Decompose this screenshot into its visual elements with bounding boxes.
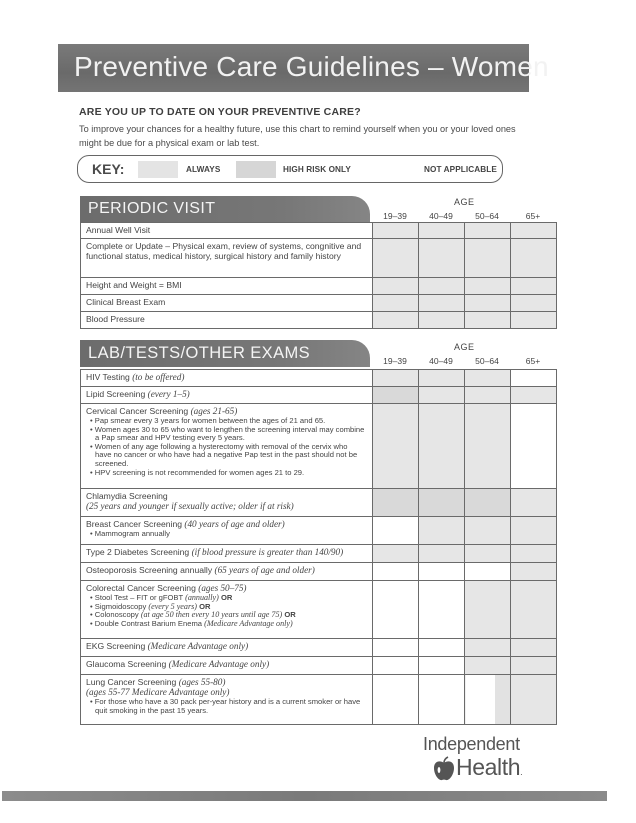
cell-not-applicable bbox=[419, 675, 465, 725]
cell-always bbox=[511, 545, 557, 563]
row-note: (Medicare Advantage only) bbox=[147, 641, 249, 651]
row-note: (every 1–5) bbox=[147, 389, 190, 399]
row-title: Osteoporosis Screening annually bbox=[86, 565, 213, 575]
always-swatch bbox=[138, 161, 178, 178]
table-row bbox=[81, 657, 557, 675]
age-col-65-plus: 65+ bbox=[525, 356, 541, 366]
row-label bbox=[81, 489, 373, 517]
row-label bbox=[81, 639, 373, 657]
key-high-risk-label: HIGH RISK ONLY bbox=[283, 165, 351, 174]
cell-always bbox=[511, 489, 557, 517]
row-note-2: (ages 55-77 Medicare Advantage only) bbox=[86, 687, 230, 697]
cell-always bbox=[511, 239, 557, 278]
row-note: (ages 50–75) bbox=[198, 583, 247, 593]
periodic-visit-header: PERIODIC VISIT bbox=[80, 196, 370, 222]
cell-always bbox=[419, 545, 465, 563]
bullet-item: • Women ages 30 to 65 who want to lengthen the screening interval may combine a Pap smear and HPV testing every 5 years. bbox=[86, 426, 366, 443]
cell-partial-always bbox=[465, 675, 511, 725]
cell-always bbox=[511, 517, 557, 545]
cell-always bbox=[511, 278, 557, 295]
cell-always bbox=[419, 295, 465, 312]
cell-not-applicable bbox=[419, 563, 465, 581]
cell-always bbox=[373, 404, 419, 489]
bullet-list bbox=[86, 698, 366, 715]
cell-not-applicable bbox=[373, 563, 419, 581]
table-row bbox=[81, 370, 557, 387]
table-row bbox=[81, 563, 557, 581]
cell-always bbox=[511, 639, 557, 657]
table-row bbox=[81, 404, 557, 489]
table-row bbox=[81, 639, 557, 657]
row-label bbox=[81, 675, 373, 725]
table-row bbox=[81, 675, 557, 725]
bullet-list bbox=[86, 594, 366, 628]
cell-not-applicable bbox=[373, 657, 419, 675]
row-note: (40 years of age and older) bbox=[184, 519, 285, 529]
row-note: (Medicare Advantage only) bbox=[168, 659, 270, 669]
cell-always bbox=[419, 223, 465, 239]
age-header: AGE bbox=[454, 342, 475, 352]
row-label bbox=[81, 657, 373, 675]
bullet-item: • Sigmoidoscopy (every 5 years) OR bbox=[86, 603, 366, 612]
row-label bbox=[81, 545, 373, 563]
cell-always bbox=[419, 278, 465, 295]
row-title: HIV Testing bbox=[86, 372, 130, 382]
cell-always bbox=[465, 239, 511, 278]
cell-always bbox=[373, 545, 419, 563]
key-label: KEY: bbox=[92, 161, 125, 177]
bullet-list bbox=[86, 417, 366, 477]
table-row bbox=[81, 312, 557, 329]
row-label bbox=[81, 370, 373, 387]
cell-always bbox=[465, 545, 511, 563]
cell-always bbox=[373, 312, 419, 329]
intro-text: To improve your chances for a healthy future, use this chart to remind yourself when you or your loved ones might be due for a physical exam or lab test. bbox=[79, 124, 516, 148]
cell-not-applicable bbox=[419, 581, 465, 639]
cell-always bbox=[465, 312, 511, 329]
cell-always bbox=[419, 312, 465, 329]
cell-not-applicable bbox=[511, 404, 557, 489]
row-title: Colorectal Cancer Screening bbox=[86, 583, 196, 593]
cell-always bbox=[511, 223, 557, 239]
cell-always bbox=[373, 295, 419, 312]
cell-not-applicable bbox=[373, 675, 419, 725]
cell-always bbox=[419, 387, 465, 404]
cell-always bbox=[465, 639, 511, 657]
cell-always bbox=[465, 581, 511, 639]
cell-always bbox=[373, 370, 419, 387]
cell-not-applicable bbox=[373, 581, 419, 639]
independent-health-logo bbox=[421, 734, 546, 784]
row-note: (ages 55-80) bbox=[178, 677, 226, 687]
row-note: (ages 21-65) bbox=[190, 406, 238, 416]
cell-always bbox=[465, 295, 511, 312]
cell-not-applicable bbox=[465, 563, 511, 581]
row-title: Lipid Screening bbox=[86, 389, 146, 399]
row-label bbox=[81, 581, 373, 639]
cell-high-risk bbox=[465, 489, 511, 517]
row-title: Type 2 Diabetes Screening bbox=[86, 547, 190, 557]
cell-always bbox=[419, 404, 465, 489]
cell-not-applicable bbox=[419, 657, 465, 675]
table-row bbox=[81, 545, 557, 563]
table-row bbox=[81, 239, 557, 278]
cell-not-applicable bbox=[373, 639, 419, 657]
legend-key bbox=[77, 155, 503, 183]
cell-not-applicable bbox=[419, 639, 465, 657]
cell-high-risk bbox=[373, 489, 419, 517]
row-title: Cervical Cancer Screening bbox=[86, 406, 189, 416]
bullet-list bbox=[86, 530, 366, 539]
periodic-visit-table bbox=[80, 222, 557, 329]
age-col-40-49: 40–49 bbox=[429, 356, 453, 366]
cell-not-applicable bbox=[511, 370, 557, 387]
key-not-applicable-label: NOT APPLICABLE bbox=[424, 165, 497, 174]
cell-always bbox=[465, 517, 511, 545]
table-row bbox=[81, 278, 557, 295]
apple-icon bbox=[431, 756, 457, 782]
lab-tests-header: LAB/TESTS/OTHER EXAMS bbox=[80, 340, 370, 367]
row-label bbox=[81, 517, 373, 545]
key-always-label: ALWAYS bbox=[186, 165, 221, 174]
row-label bbox=[81, 563, 373, 581]
cell-always bbox=[511, 387, 557, 404]
cell-always bbox=[373, 223, 419, 239]
cell-always bbox=[465, 387, 511, 404]
logo-line2: Health. bbox=[456, 754, 523, 780]
cell-always bbox=[465, 404, 511, 489]
lab-tests-table bbox=[80, 369, 557, 725]
row-note: (25 years and younger if sexually active; older if at risk) bbox=[86, 501, 294, 511]
cell-always bbox=[419, 239, 465, 278]
cell-always bbox=[465, 657, 511, 675]
cell-always bbox=[373, 278, 419, 295]
table-row bbox=[81, 223, 557, 239]
row-label: Annual Well Visit bbox=[81, 223, 373, 239]
bullet-item: • Mammogram annually bbox=[86, 530, 366, 539]
row-label: Blood Pressure bbox=[81, 312, 373, 329]
table-row bbox=[81, 517, 557, 545]
age-col-19-39: 19–39 bbox=[383, 211, 407, 221]
cell-always bbox=[465, 278, 511, 295]
bullet-item: • Colonoscopy (at age 50 then every 10 years until age 75) OR bbox=[86, 611, 366, 620]
row-title: Glaucoma Screening bbox=[86, 659, 167, 669]
row-label: Clinical Breast Exam bbox=[81, 295, 373, 312]
age-col-40-49: 40–49 bbox=[429, 211, 453, 221]
cell-always bbox=[465, 223, 511, 239]
bullet-item: • Pap smear every 3 years for women between the ages of 21 and 65. bbox=[86, 417, 366, 426]
age-header: AGE bbox=[454, 197, 475, 207]
cell-always bbox=[511, 563, 557, 581]
row-label: Complete or Update – Physical exam, review of systems, congnitive and functional status, medical history, surgical history and family history bbox=[81, 239, 373, 278]
page-title: Preventive Care Guidelines – Women bbox=[58, 44, 529, 92]
bullet-item: • Women of any age following a hysterectomy with removal of the cervix who have no cancer or who have had a negative Pap test in the past should not be screened. bbox=[86, 443, 366, 469]
cell-always bbox=[511, 295, 557, 312]
cell-always bbox=[419, 517, 465, 545]
row-note: (if blood pressure is greater than 140/90) bbox=[191, 547, 344, 557]
bullet-item: • For those who have a 30 pack per-year history and is a current smoker or have quit smoking in the past 15 years. bbox=[86, 698, 366, 715]
bullet-item: • Stool Test – FIT or gFOBT (annually) OR bbox=[86, 594, 366, 603]
cell-always bbox=[511, 657, 557, 675]
table-row bbox=[81, 387, 557, 404]
cell-always bbox=[419, 370, 465, 387]
age-col-50-64: 50–64 bbox=[475, 211, 499, 221]
cell-always bbox=[465, 370, 511, 387]
table-row bbox=[81, 581, 557, 639]
table-row bbox=[81, 295, 557, 312]
bullet-item: • Double Contrast Barium Enema (Medicare Advantage only) bbox=[86, 620, 366, 629]
row-label: Height and Weight = BMI bbox=[81, 278, 373, 295]
age-col-50-64: 50–64 bbox=[475, 356, 499, 366]
cell-always bbox=[511, 675, 557, 725]
row-note: (65 years of age and older) bbox=[214, 565, 315, 575]
cell-always bbox=[373, 239, 419, 278]
row-label bbox=[81, 404, 373, 489]
logo-line1: Independent bbox=[423, 734, 520, 754]
cell-always bbox=[511, 581, 557, 639]
age-col-65-plus: 65+ bbox=[525, 211, 541, 221]
bullet-item: • HPV screening is not recommended for women ages 21 to 29. bbox=[86, 469, 366, 478]
row-title: EKG Screening bbox=[86, 641, 146, 651]
row-note: (to be offered) bbox=[132, 372, 185, 382]
table-row bbox=[81, 489, 557, 517]
row-title: Chlamydia Screening bbox=[86, 491, 168, 501]
row-title: Lung Cancer Screening bbox=[86, 677, 177, 687]
question-heading: ARE YOU UP TO DATE ON YOUR PREVENTIVE CARE? bbox=[79, 106, 361, 118]
cell-not-applicable bbox=[373, 517, 419, 545]
age-col-19-39: 19–39 bbox=[383, 356, 407, 366]
row-label bbox=[81, 387, 373, 404]
row-title: Breast Cancer Screening bbox=[86, 519, 183, 529]
high-risk-swatch bbox=[236, 161, 276, 178]
cell-high-risk bbox=[419, 489, 465, 517]
cell-always bbox=[511, 312, 557, 329]
cell-high-risk bbox=[373, 387, 419, 404]
footer-bar bbox=[2, 791, 607, 801]
